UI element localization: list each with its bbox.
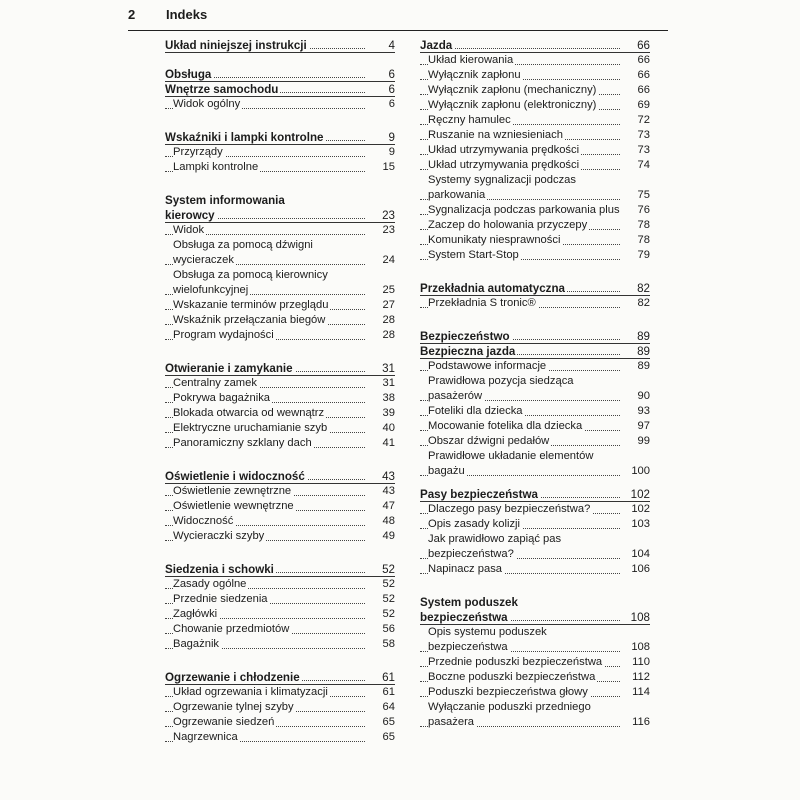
entry-page-number: 102 — [622, 487, 650, 502]
entry-label: Lampki kontrolne — [173, 161, 259, 173]
index-subentry[interactable] — [165, 730, 395, 745]
entry-page-number: 39 — [367, 406, 395, 421]
entry-page-number: 75 — [622, 188, 650, 203]
index-subentry[interactable] — [420, 83, 650, 98]
index-subentry[interactable] — [165, 514, 395, 529]
entry-page-number: 104 — [622, 547, 650, 562]
index-subentry[interactable] — [165, 685, 395, 700]
entry-label: Jazda — [420, 39, 453, 52]
entry-label: bagażu — [428, 465, 465, 477]
entry-page-number: 28 — [367, 313, 395, 328]
entry-label: Prawidłowa pozycja siedząca — [428, 375, 574, 387]
spacer — [165, 53, 395, 67]
index-subentry[interactable] — [420, 562, 650, 577]
entry-label: Systemy sygnalizacji podczas — [428, 174, 576, 186]
entry-label: Układ ogrzewania i klimatyzacji — [173, 686, 328, 698]
entry-page-number: 47 — [367, 499, 395, 514]
entry-label: System informowania — [165, 194, 285, 207]
entry-label: Prawidłowe układanie elementów — [428, 450, 594, 462]
entry-label: Elektryczne uruchamianie szyb — [173, 422, 328, 434]
index-subentry[interactable] — [165, 436, 395, 451]
entry-label: Oświetlenie wewnętrzne — [173, 500, 294, 512]
entry-label: Widok — [173, 224, 205, 236]
entry-label: pasażerów — [428, 390, 483, 402]
entry-label: pasażera — [428, 716, 475, 728]
spacer — [420, 263, 650, 281]
index-subentry[interactable] — [165, 421, 395, 436]
entry-page-number: 6 — [367, 67, 395, 82]
entry-page-number: 43 — [367, 469, 395, 484]
entry-page-number: 66 — [622, 83, 650, 98]
index-section-entry[interactable] — [420, 344, 650, 359]
index-subentry[interactable] — [420, 625, 650, 640]
spacer — [420, 479, 650, 487]
entry-label: Obsługa — [165, 68, 212, 81]
entry-label: Blokada otwarcia od wewnątrz — [173, 407, 325, 419]
index-subentry[interactable] — [165, 499, 395, 514]
entry-page-number: 65 — [367, 715, 395, 730]
entry-label: Wyłącznik zapłonu — [428, 69, 521, 81]
entry-label: Bagażnik — [173, 638, 220, 650]
entry-page-number: 52 — [367, 607, 395, 622]
entry-page-number: 38 — [367, 391, 395, 406]
index-left-column — [165, 38, 395, 745]
page-number: 2 — [128, 7, 136, 22]
index-section-entry[interactable] — [420, 610, 650, 625]
index-subentry[interactable] — [165, 313, 395, 328]
entry-page-number: 61 — [367, 685, 395, 700]
entry-label: Wycieraczki szyby — [173, 530, 265, 542]
entry-label: Zaczep do holowania przyczepy — [428, 219, 588, 231]
index-subentry[interactable] — [420, 128, 650, 143]
entry-label: Dlaczego pasy bezpieczeństwa? — [428, 503, 591, 515]
entry-label: Program wydajności — [173, 329, 274, 341]
entry-label: Bezpieczeństwo — [420, 330, 510, 343]
index-subentry[interactable] — [420, 655, 650, 670]
entry-label: Poduszki bezpieczeństwa głowy — [428, 686, 588, 698]
entry-page-number: 82 — [622, 296, 650, 311]
index-section-entry[interactable] — [165, 82, 395, 97]
index-subentry[interactable] — [420, 670, 650, 685]
entry-page-number: 79 — [622, 248, 650, 263]
entry-page-number: 65 — [367, 730, 395, 745]
index-subentry[interactable] — [165, 376, 395, 391]
index-subentry[interactable] — [165, 622, 395, 637]
index-subentry[interactable] — [420, 389, 650, 404]
index-subentry[interactable] — [420, 158, 650, 173]
entry-page-number: 69 — [622, 98, 650, 113]
entry-page-number: 66 — [622, 38, 650, 53]
entry-label: Pokrywa bagażnika — [173, 392, 271, 404]
index-subentry[interactable] — [165, 298, 395, 313]
entry-label: Otwieranie i zamykanie — [165, 362, 293, 375]
index-section-entry[interactable] — [165, 193, 395, 208]
entry-page-number: 72 — [622, 113, 650, 128]
entry-label: parkowania — [428, 189, 486, 201]
index-subentry[interactable] — [420, 233, 650, 248]
entry-page-number: 108 — [622, 610, 650, 625]
index-subentry[interactable] — [420, 715, 650, 730]
entry-page-number: 23 — [367, 223, 395, 238]
entry-label: bezpieczeństwa — [428, 641, 508, 653]
entry-page-number: 73 — [622, 143, 650, 158]
entry-label: Komunikaty niesprawności — [428, 234, 561, 246]
index-subentry[interactable] — [420, 374, 650, 389]
index-subentry[interactable] — [420, 547, 650, 562]
index-subentry[interactable] — [420, 143, 650, 158]
index-section-entry[interactable] — [165, 208, 395, 223]
index-subentry[interactable] — [420, 188, 650, 203]
entry-page-number: 73 — [622, 128, 650, 143]
entry-page-number: 102 — [622, 502, 650, 517]
index-subentry[interactable] — [420, 640, 650, 655]
spacer — [165, 544, 395, 562]
index-subentry[interactable] — [420, 359, 650, 374]
entry-page-number: 31 — [367, 361, 395, 376]
entry-page-number: 4 — [367, 38, 395, 53]
entry-page-number: 64 — [367, 700, 395, 715]
index-subentry[interactable] — [165, 328, 395, 343]
entry-page-number: 93 — [622, 404, 650, 419]
index-subentry[interactable] — [420, 404, 650, 419]
entry-label: Układ utrzymywania prędkości — [428, 144, 580, 156]
entry-page-number: 112 — [622, 670, 650, 685]
index-subentry[interactable] — [165, 97, 395, 112]
entry-label: Zagłówki — [173, 608, 218, 620]
index-subentry[interactable] — [420, 203, 650, 218]
entry-label: Mocowanie fotelika dla dziecka — [428, 420, 583, 432]
index-subentry[interactable] — [165, 529, 395, 544]
entry-label: Jak prawidłowo zapiąć pas — [428, 533, 562, 545]
index-right-column — [420, 38, 650, 730]
entry-page-number: 106 — [622, 562, 650, 577]
entry-label: Wnętrze samochodu — [165, 83, 279, 96]
entry-label: System Start-Stop — [428, 249, 519, 261]
entry-label: Ogrzewanie tylnej szyby — [173, 701, 294, 713]
entry-page-number: 43 — [367, 484, 395, 499]
entry-page-number: 27 — [367, 298, 395, 313]
index-subentry[interactable] — [420, 296, 650, 311]
entry-page-number: 52 — [367, 577, 395, 592]
entry-page-number: 9 — [367, 130, 395, 145]
entry-page-number: 52 — [367, 592, 395, 607]
index-section-entry[interactable] — [165, 361, 395, 376]
entry-page-number: 89 — [622, 344, 650, 359]
index-section-entry[interactable] — [420, 281, 650, 296]
entry-label: Wskaźniki i lampki kontrolne — [165, 131, 324, 144]
entry-page-number: 90 — [622, 389, 650, 404]
index-subentry[interactable] — [420, 113, 650, 128]
entry-page-number: 6 — [367, 82, 395, 97]
page-title: Indeks — [166, 7, 208, 22]
entry-page-number: 100 — [622, 464, 650, 479]
index-subentry[interactable] — [165, 700, 395, 715]
entry-label: Wyłączanie poduszki przedniego — [428, 701, 591, 713]
entry-label: Przednie poduszki bezpieczeństwa — [428, 656, 603, 668]
entry-page-number: 6 — [367, 97, 395, 112]
index-section-entry[interactable] — [420, 329, 650, 344]
entry-label: Ogrzewanie siedzeń — [173, 716, 275, 728]
index-section-entry[interactable] — [165, 562, 395, 577]
entry-label: Ogrzewanie i chłodzenie — [165, 671, 300, 684]
index-section-entry[interactable] — [420, 487, 650, 502]
entry-label: Przekładnia S tronic® — [428, 297, 536, 309]
entry-page-number: 48 — [367, 514, 395, 529]
entry-page-number: 41 — [367, 436, 395, 451]
index-section-entry[interactable] — [165, 670, 395, 685]
index-subentry[interactable] — [420, 434, 650, 449]
entry-page-number: 74 — [622, 158, 650, 173]
index-section-entry[interactable] — [420, 38, 650, 53]
index-subentry[interactable] — [165, 577, 395, 592]
index-subentry[interactable] — [420, 53, 650, 68]
entry-page-number: 103 — [622, 517, 650, 532]
index-subentry[interactable] — [165, 145, 395, 160]
index-section-entry[interactable] — [420, 595, 650, 610]
index-subentry[interactable] — [420, 98, 650, 113]
entry-label: Podstawowe informacje — [428, 360, 547, 372]
entry-page-number: 56 — [367, 622, 395, 637]
entry-label: Przednie siedzenia — [173, 593, 268, 605]
entry-label: Chowanie przedmiotów — [173, 623, 290, 635]
index-subentry[interactable] — [165, 607, 395, 622]
spacer — [420, 577, 650, 595]
index-subentry[interactable] — [420, 173, 650, 188]
index-subentry[interactable] — [420, 700, 650, 715]
entry-label: Przyrządy — [173, 146, 223, 158]
entry-label: wielofunkcyjnej — [173, 284, 249, 296]
index-subentry[interactable] — [165, 484, 395, 499]
entry-label: Układ niniejszej instrukcji — [165, 39, 307, 52]
entry-label: Foteliki dla dziecka — [428, 405, 523, 417]
entry-page-number: 66 — [622, 68, 650, 83]
index-subentry[interactable] — [420, 449, 650, 464]
index-subentry[interactable] — [420, 68, 650, 83]
index-subentry[interactable] — [165, 637, 395, 652]
index-subentry[interactable] — [165, 253, 395, 268]
index-subentry[interactable] — [420, 517, 650, 532]
index-section-entry[interactable] — [165, 67, 395, 82]
spacer — [165, 175, 395, 193]
entry-page-number: 110 — [622, 655, 650, 670]
entry-label: Wskazanie terminów przeglądu — [173, 299, 329, 311]
entry-label: Siedzenia i schowki — [165, 563, 274, 576]
index-subentry[interactable] — [420, 464, 650, 479]
entry-label: Zasady ogólne — [173, 578, 247, 590]
entry-page-number: 78 — [622, 233, 650, 248]
index-subentry[interactable] — [165, 268, 395, 283]
entry-label: Boczne poduszki bezpieczeństwa — [428, 671, 596, 683]
entry-page-number: 58 — [367, 637, 395, 652]
entry-label: Ruszanie na wzniesieniach — [428, 129, 563, 141]
page-header — [128, 0, 668, 31]
index-subentry[interactable] — [165, 391, 395, 406]
index-section-entry[interactable] — [165, 130, 395, 145]
index-subentry[interactable] — [420, 502, 650, 517]
entry-page-number: 66 — [622, 53, 650, 68]
entry-page-number: 28 — [367, 328, 395, 343]
entry-page-number: 78 — [622, 218, 650, 233]
entry-label: Pasy bezpieczeństwa — [420, 488, 538, 501]
index-subentry[interactable] — [165, 592, 395, 607]
index-section-entry[interactable] — [165, 38, 395, 53]
spacer — [165, 112, 395, 130]
entry-label: Napinacz pasa — [428, 563, 503, 575]
index-subentry[interactable] — [420, 419, 650, 434]
index-subentry[interactable] — [420, 248, 650, 263]
entry-page-number: 24 — [367, 253, 395, 268]
entry-label: bezpieczeństwa — [420, 611, 508, 624]
entry-label: Obszar dźwigni pedałów — [428, 435, 550, 447]
entry-label: Układ utrzymywania prędkości — [428, 159, 580, 171]
entry-label: bezpieczeństwa? — [428, 548, 514, 560]
entry-page-number: 23 — [367, 208, 395, 223]
entry-page-number: 61 — [367, 670, 395, 685]
entry-page-number: 82 — [622, 281, 650, 296]
entry-page-number: 49 — [367, 529, 395, 544]
spacer — [165, 343, 395, 361]
entry-page-number: 114 — [622, 685, 650, 700]
entry-label: Wyłącznik zapłonu (mechaniczny) — [428, 84, 597, 96]
entry-label: Centralny zamek — [173, 377, 257, 389]
spacer — [165, 451, 395, 469]
entry-page-number: 40 — [367, 421, 395, 436]
index-subentry[interactable] — [165, 238, 395, 253]
entry-label: Bezpieczna jazda — [420, 345, 516, 358]
entry-label: Opis zasady kolizji — [428, 518, 521, 530]
entry-label: kierowcy — [165, 209, 215, 222]
entry-label: Oświetlenie i widoczność — [165, 470, 305, 483]
index-subentry[interactable] — [420, 218, 650, 233]
index-subentry[interactable] — [165, 406, 395, 421]
entry-label: wycieraczek — [173, 254, 234, 266]
entry-label: Widok ogólny — [173, 98, 241, 110]
entry-label: Obsługa za pomocą dźwigni — [173, 239, 313, 251]
entry-page-number: 97 — [622, 419, 650, 434]
entry-page-number: 52 — [367, 562, 395, 577]
entry-label: Oświetlenie zewnętrzne — [173, 485, 292, 497]
index-subentry[interactable] — [165, 715, 395, 730]
index-subentry[interactable] — [420, 532, 650, 547]
entry-label: Nagrzewnica — [173, 731, 238, 743]
index-subentry[interactable] — [165, 160, 395, 175]
index-subentry[interactable] — [165, 223, 395, 238]
entry-label: Obsługa za pomocą kierownicy — [173, 269, 328, 281]
entry-label: Sygnalizacja podczas parkowania plus — [428, 204, 620, 216]
index-subentry[interactable] — [420, 685, 650, 700]
spacer — [165, 652, 395, 670]
entry-page-number: 116 — [622, 715, 650, 730]
entry-page-number: 9 — [367, 145, 395, 160]
entry-label: Wyłącznik zapłonu (elektroniczny) — [428, 99, 597, 111]
entry-page-number: 15 — [367, 160, 395, 175]
entry-label: Widoczność — [173, 515, 234, 527]
entry-label: Panoramiczny szklany dach — [173, 437, 312, 449]
entry-label: Wskaźnik przełączania biegów — [173, 314, 326, 326]
spacer — [420, 311, 650, 329]
entry-label: System poduszek — [420, 596, 518, 609]
entry-page-number: 89 — [622, 329, 650, 344]
entry-page-number: 76 — [622, 203, 650, 218]
entry-label: Ręczny hamulec — [428, 114, 511, 126]
entry-page-number: 89 — [622, 359, 650, 374]
entry-label: Opis systemu poduszek — [428, 626, 547, 638]
index-section-entry[interactable] — [165, 469, 395, 484]
entry-page-number: 108 — [622, 640, 650, 655]
entry-label: Przekładnia automatyczna — [420, 282, 565, 295]
entry-page-number: 99 — [622, 434, 650, 449]
index-subentry[interactable] — [165, 283, 395, 298]
entry-page-number: 31 — [367, 376, 395, 391]
entry-label: Układ kierowania — [428, 54, 514, 66]
entry-page-number: 25 — [367, 283, 395, 298]
